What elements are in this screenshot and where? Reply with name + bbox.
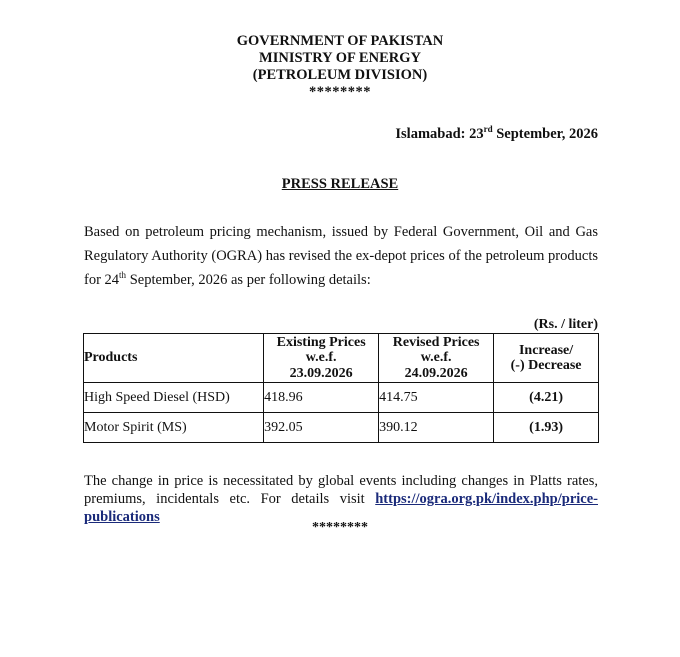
intro-rest: September, 2026 as per following details: <box>126 272 371 288</box>
dateline-superscript: rd <box>483 124 493 135</box>
header-change-line1: Increase/ <box>518 342 574 358</box>
existing-price: 392.05 <box>264 413 379 443</box>
header-existing-prices <box>264 334 379 383</box>
price-table <box>83 333 599 443</box>
footer-paragraph <box>84 472 598 526</box>
header-change-line2: (-) Decrease <box>510 358 582 373</box>
header-line-government: GOVERNMENT OF PAKISTAN <box>236 33 444 49</box>
table-header-row <box>84 334 599 383</box>
product-name: Motor Spirit (MS) <box>84 413 264 443</box>
header-existing-line2: w.e.f. <box>305 350 337 366</box>
header-revised-line2: w.e.f. <box>420 350 452 366</box>
existing-price: 418.96 <box>264 383 379 413</box>
header-revised-line1: Revised Prices <box>392 334 480 350</box>
header-existing-line1: Existing Prices <box>276 334 366 350</box>
intro-paragraph <box>84 220 598 292</box>
page-title: PRESS RELEASE <box>281 176 399 192</box>
end-stars: ******** <box>312 520 368 535</box>
dateline-place: Islamabad: 23 <box>395 126 484 142</box>
price-change: (1.93) <box>494 413 599 443</box>
header-change <box>494 334 599 383</box>
price-publications-link[interactable]: https://ogra.org.pk/index.php/price-publications <box>84 491 598 525</box>
dateline <box>395 126 598 143</box>
revised-price: 414.75 <box>379 383 494 413</box>
price-change: (4.21) <box>494 383 599 413</box>
header-existing-line3: 23.09.2026 <box>289 365 353 381</box>
intro-superscript: th <box>119 270 127 281</box>
product-name: High Speed Diesel (HSD) <box>84 383 264 413</box>
revised-price: 390.12 <box>379 413 494 443</box>
unit-label: (Rs. / liter) <box>533 317 598 332</box>
document-header <box>0 33 680 101</box>
header-stars: ******** <box>309 84 371 100</box>
table-row <box>84 413 599 443</box>
header-revised-line3: 24.09.2026 <box>404 365 468 381</box>
header-revised-prices <box>379 334 494 383</box>
table-row <box>84 383 599 413</box>
header-line-division: (PETROLEUM DIVISION) <box>252 67 428 83</box>
footer-text: The change in price is necessitated by global events including changes in Platts rates, premiums, incidentals etc. For details visit <box>84 473 598 507</box>
header-line-ministry: MINISTRY OF ENERGY <box>259 50 421 66</box>
dateline-rest: September, 2026 <box>492 126 598 142</box>
intro-text: Based on petroleum pricing mechanism, issued by Federal Government, Oil and Gas Regulatory Authority (OGRA) has revised the ex-depot prices of the petroleum products for 24 <box>84 224 598 288</box>
header-products: Products <box>84 334 264 383</box>
